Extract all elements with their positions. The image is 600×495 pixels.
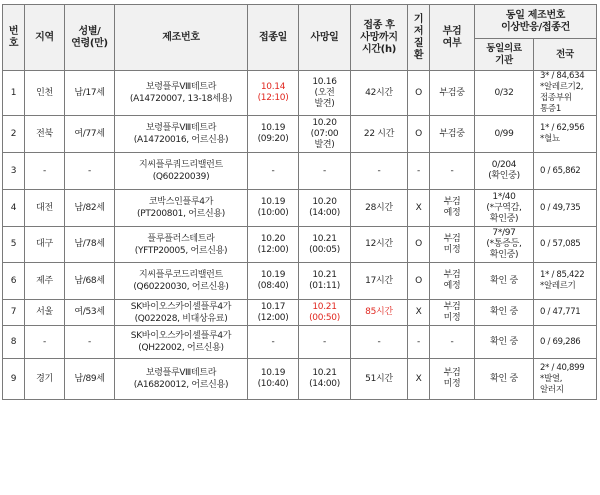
header-no: 번 호 bbox=[3, 5, 25, 71]
cell-nationwide: 0 / 47,771 bbox=[534, 300, 597, 326]
cell-death-date: - bbox=[299, 153, 351, 190]
cell-nationwide: 3* / 84,634 *알레르기2, 접종부위 통증1 bbox=[534, 71, 597, 116]
table-row bbox=[3, 326, 597, 359]
table-row bbox=[3, 153, 597, 190]
cell-death-date: 10.21 (14:00) bbox=[299, 359, 351, 400]
table-row bbox=[3, 190, 597, 227]
cell-underlying: O bbox=[408, 116, 430, 153]
cell-region: 인천 bbox=[25, 71, 65, 116]
cell-same-institution: 0/204 (확인중) bbox=[475, 153, 534, 190]
cell-product: 플루플러스테트라 (YFTP20005, 어르신용) bbox=[115, 227, 248, 263]
header-vaccination-date: 접종일 bbox=[248, 5, 299, 71]
cell-vaccination-date: 10.17 (12:00) bbox=[248, 300, 299, 326]
cell-underlying: X bbox=[408, 359, 430, 400]
cell-same-institution: 0/99 bbox=[475, 116, 534, 153]
cell-hours: - bbox=[351, 153, 408, 190]
cell-death-date: 10.21 (00:50) bbox=[299, 300, 351, 326]
cell-nationwide: 0 / 69,286 bbox=[534, 326, 597, 359]
cell-nationwide: 0 / 65,862 bbox=[534, 153, 597, 190]
cell-underlying: O bbox=[408, 227, 430, 263]
cell-product: 코박스인플루4가 (PT200801, 어르신용) bbox=[115, 190, 248, 227]
cell-hours: - bbox=[351, 326, 408, 359]
cell-nationwide: 1* / 85,422 *알레르기 bbox=[534, 263, 597, 300]
cell-autopsy: 부검 미정 bbox=[430, 227, 475, 263]
header-product: 제조번호 bbox=[115, 5, 248, 71]
cell-underlying: - bbox=[408, 153, 430, 190]
cell-product: SK바이오스카이셀플루4가 (Q022028, 비대상유료) bbox=[115, 300, 248, 326]
cell-sex-age: - bbox=[65, 326, 115, 359]
cell-autopsy: 부검 미정 bbox=[430, 300, 475, 326]
cell-no: 4 bbox=[3, 190, 25, 227]
cell-vaccination-date: 10.19 (10:00) bbox=[248, 190, 299, 227]
cell-hours: 17시간 bbox=[351, 263, 408, 300]
cell-vaccination-date: 10.19 (08:40) bbox=[248, 263, 299, 300]
cell-sex-age: 남/89세 bbox=[65, 359, 115, 400]
cell-nationwide: 2* / 40,899 *발열, 알러지 bbox=[534, 359, 597, 400]
cell-sex-age: 남/68세 bbox=[65, 263, 115, 300]
cell-hours: 85시간 bbox=[351, 300, 408, 326]
header-autopsy: 부검 여부 bbox=[430, 5, 475, 71]
cell-autopsy: 부검 미정 bbox=[430, 359, 475, 400]
cell-hours: 51시간 bbox=[351, 359, 408, 400]
cell-autopsy: 부검 예정 bbox=[430, 263, 475, 300]
cell-vaccination-date: 10.19 (10:40) bbox=[248, 359, 299, 400]
cell-death-date: 10.20 (14:00) bbox=[299, 190, 351, 227]
cell-underlying: O bbox=[408, 71, 430, 116]
cell-no: 9 bbox=[3, 359, 25, 400]
cell-same-institution: 7*/97 (*통증등, 확인중) bbox=[475, 227, 534, 263]
cell-death-date: 10.20 (07:00 발견) bbox=[299, 116, 351, 153]
cell-product: 보령플루Ⅷ테트라 (A14720016, 어르신용) bbox=[115, 116, 248, 153]
cell-autopsy: 부검중 bbox=[430, 116, 475, 153]
table-row bbox=[3, 359, 597, 400]
cell-region: 제주 bbox=[25, 263, 65, 300]
cell-sex-age: 여/53세 bbox=[65, 300, 115, 326]
cell-vaccination-date: - bbox=[248, 153, 299, 190]
header-same-institution: 동일의료 기관 bbox=[475, 39, 534, 71]
cell-death-date: 10.21 (01:11) bbox=[299, 263, 351, 300]
cell-autopsy: 부검중 bbox=[430, 71, 475, 116]
header-underlying-disease: 기 저 질 환 bbox=[408, 5, 430, 71]
cell-vaccination-date: - bbox=[248, 326, 299, 359]
cell-no: 1 bbox=[3, 71, 25, 116]
cell-no: 2 bbox=[3, 116, 25, 153]
table-row bbox=[3, 300, 597, 326]
cell-same-institution: 확인 중 bbox=[475, 300, 534, 326]
cell-no: 7 bbox=[3, 300, 25, 326]
cell-hours: 22 시간 bbox=[351, 116, 408, 153]
table-row bbox=[3, 227, 597, 263]
cell-product: 보령플루Ⅷ테트라 (A16820012, 어르신용) bbox=[115, 359, 248, 400]
cell-region: 대구 bbox=[25, 227, 65, 263]
cell-region: - bbox=[25, 326, 65, 359]
header-nationwide: 전국 bbox=[534, 39, 597, 71]
table-row bbox=[3, 263, 597, 300]
header-region: 지역 bbox=[25, 5, 65, 71]
cell-region: 대전 bbox=[25, 190, 65, 227]
cell-underlying: - bbox=[408, 326, 430, 359]
cell-sex-age: 남/78세 bbox=[65, 227, 115, 263]
cell-sex-age: 여/77세 bbox=[65, 116, 115, 153]
cell-sex-age: - bbox=[65, 153, 115, 190]
cell-region: - bbox=[25, 153, 65, 190]
cell-region: 서울 bbox=[25, 300, 65, 326]
cell-same-institution: 확인 중 bbox=[475, 263, 534, 300]
cell-product: SK바이오스카이셀플루4가 (QH22002, 어르신용) bbox=[115, 326, 248, 359]
cell-nationwide: 0 / 57,085 bbox=[534, 227, 597, 263]
cell-autopsy: - bbox=[430, 153, 475, 190]
cell-death-date: 10.21 (00:05) bbox=[299, 227, 351, 263]
cell-underlying: X bbox=[408, 190, 430, 227]
cell-same-institution: 1*/40 (*구역감, 확인중) bbox=[475, 190, 534, 227]
cell-product: 보령플루Ⅷ테트라 (A14720007, 13-18세용) bbox=[115, 71, 248, 116]
vaccine-death-report-table bbox=[2, 4, 597, 400]
cell-product: 지씨플루코드리밸런트 (Q60220030, 어르신용) bbox=[115, 263, 248, 300]
cell-no: 8 bbox=[3, 326, 25, 359]
cell-nationwide: 0 / 49,735 bbox=[534, 190, 597, 227]
cell-underlying: O bbox=[408, 263, 430, 300]
cell-same-institution: 확인 중 bbox=[475, 359, 534, 400]
cell-region: 전북 bbox=[25, 116, 65, 153]
cell-autopsy: 부검 예정 bbox=[430, 190, 475, 227]
cell-underlying: X bbox=[408, 300, 430, 326]
cell-hours: 42시간 bbox=[351, 71, 408, 116]
table-row bbox=[3, 116, 597, 153]
cell-vaccination-date: 10.19 (09:20) bbox=[248, 116, 299, 153]
header-death-date: 사망일 bbox=[299, 5, 351, 71]
cell-hours: 28시간 bbox=[351, 190, 408, 227]
cell-sex-age: 남/82세 bbox=[65, 190, 115, 227]
header-hours-to-death: 접종 후 사망까지 시간(h) bbox=[351, 5, 408, 71]
cell-death-date: 10.16 (오전 발견) bbox=[299, 71, 351, 116]
cell-no: 3 bbox=[3, 153, 25, 190]
cell-no: 5 bbox=[3, 227, 25, 263]
cell-vaccination-date: 10.14 (12:10) bbox=[248, 71, 299, 116]
cell-region: 경기 bbox=[25, 359, 65, 400]
cell-same-institution: 확인 중 bbox=[475, 326, 534, 359]
cell-autopsy: - bbox=[430, 326, 475, 359]
cell-nationwide: 1* / 62,956 *혈뇨 bbox=[534, 116, 597, 153]
cell-death-date: - bbox=[299, 326, 351, 359]
cell-same-institution: 0/32 bbox=[475, 71, 534, 116]
header-same-lot: 동일 제조번호 이상반응/접종건 bbox=[475, 5, 597, 39]
table-row bbox=[3, 71, 597, 116]
cell-vaccination-date: 10.20 (12:00) bbox=[248, 227, 299, 263]
cell-sex-age: 남/17세 bbox=[65, 71, 115, 116]
header-sex-age: 성별/ 연령(만) bbox=[65, 5, 115, 71]
cell-hours: 12시간 bbox=[351, 227, 408, 263]
cell-no: 6 bbox=[3, 263, 25, 300]
cell-product: 지씨플루쿼드리밸런트 (Q60220039) bbox=[115, 153, 248, 190]
